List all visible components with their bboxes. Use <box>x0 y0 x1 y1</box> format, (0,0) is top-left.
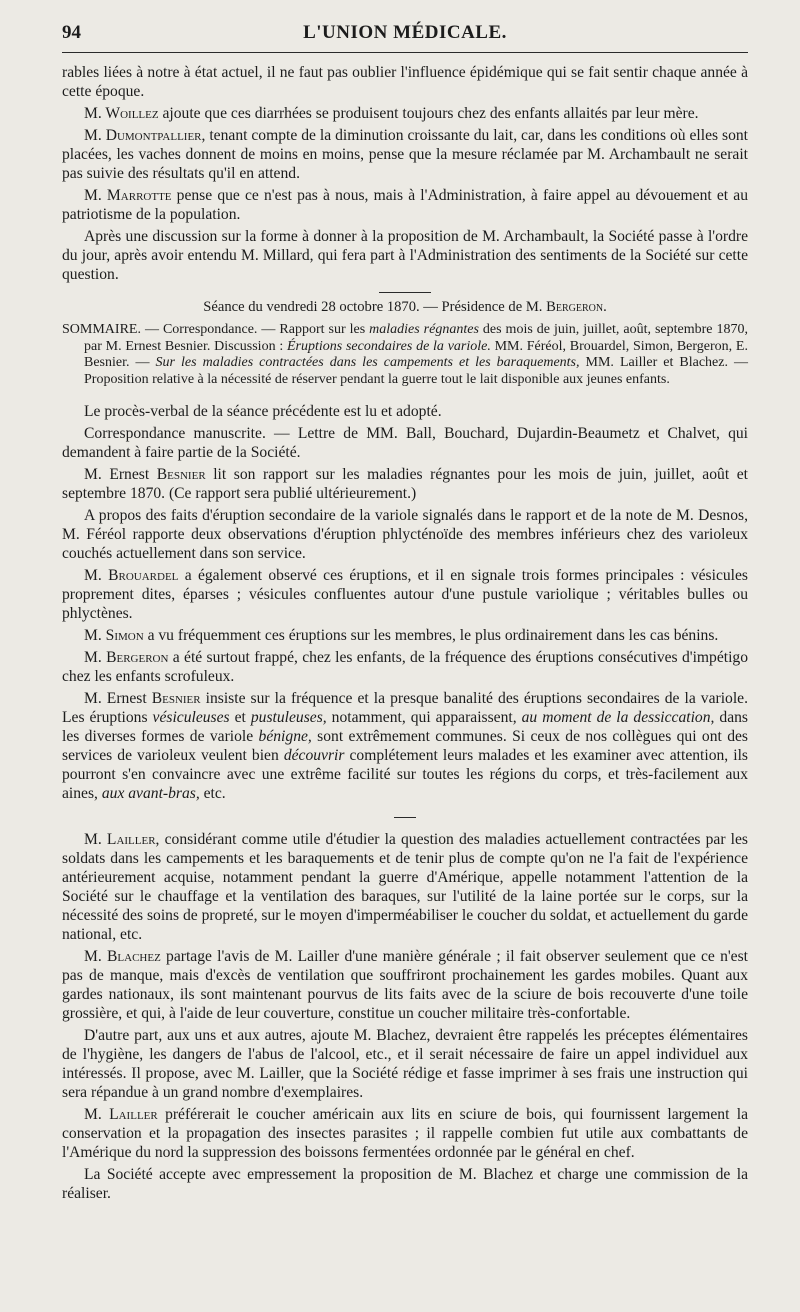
paragraph: M. Lailler préférerait le coucher américain aux lits en sciure de bois, qui fournissent largement la conservation et la propagation des insectes parasites ; il rappelle combien fut utile aux combattants de l'Amérique du nord la suppression des boissons fermentées ordonnée par le général en chef. <box>62 1106 749 1162</box>
section-divider <box>379 292 431 293</box>
speaker-name: M. Woillez <box>84 105 159 122</box>
speaker-name: M. Dumontpallier <box>84 127 202 144</box>
speaker-name: M. Lailler <box>84 831 156 849</box>
paragraph: M. Bergeron a été surtout frappé, chez les enfants, de la fréquence des éruptions consécutives d'impétigo chez les enfants scrofuleux. <box>62 649 749 686</box>
speaker-name: M. Bergeron <box>84 649 169 667</box>
paragraph: M. Lailler, considérant comme utile d'étudier la question des maladies actuellement contractées par les soldats dans les campements et les baraquements et de tenir plus de compte qu'on ne l'a fait de l'expérience antérieurement acquise, notamment pendant la guerre d'Amérique, appelle notamment l'attention de la Société sur le chauffage et la ventilation des baraques, sur l'utilité de la laine portée sur le corps, sur la nécessité des soins de propreté, sur le moyen d'imperméabiliser le coucher du soldat, et actuellement du garde national, etc. <box>62 831 748 944</box>
paragraph: La Société accepte avec empressement la proposition de M. Blachez et charge une commission de la réaliser. <box>62 1166 748 1203</box>
paragraph: Correspondance manuscrite. — Lettre de MM. Ball, Bouchard, Dujardin-Beaumetz et Chalvet, qui demandent à faire partie de la Société. <box>62 425 748 462</box>
paragraph: D'autre part, aux uns et aux autres, ajoute M. Blachez, devraient être rappelés les préceptes élémentaires de l'hygiène, les dangers de l'abus de l'alcool, etc., et il serait nécessaire de faire un appel individuel aux intéressés. Il propose, avec M. Lailler, que la Société rédige et fasse imprimer à ses frais une instruction qui sera répandue à un grand nombre d'exemplaires. <box>62 1027 748 1102</box>
section-divider <box>394 817 416 818</box>
speaker-name: M. Brouardel <box>84 567 179 585</box>
page-number: 94 <box>62 22 81 43</box>
paragraph: M. Blachez partage l'avis de M. Lailler d'une manière générale ; il fait observer seulement que ce n'est pas de manque, mais d'excès de ventilation que souffriront prochainement les gardes mobiles. Quant aux gardes nationaux, ils sont maintenant pourvus de lits faits avec de la sciure de bois recouverte d'une toile grossière, et qui, à l'aide de leur couverture, constitue un coucher militaire très-confortable. <box>62 948 748 1023</box>
speaker-name: M. Marrotte <box>84 187 172 204</box>
speaker-name: M. Blachez <box>84 948 161 966</box>
paragraph: M. Ernest Besnier insiste sur la fréquence et la presque banalité des éruptions secondaires de la variole. Les éruptions vésiculeuses et pustuleuses, notamment, qui apparaissent, au moment de la dessiccation, dans les diverses formes de variole bénigne, sont extrêmement communes. Si ceux de nos collègues qui ont des services de varioleux veulent bien découvrir complétement leurs malades et les examiner avec attention, ils pourront s'en convaincre avec une extrême facilité sur toutes les régions du corps, et très-facilement aux aines, aux avant-bras, etc. <box>62 690 748 803</box>
page-header <box>62 22 748 53</box>
paragraph: M. Brouardel a également observé ces éruptions, et il en signale trois formes principales : vésicules proprement dites, éparses ; vésicules confluentes autour d'une pustule variolique ; véritables bulles ou phlyctènes. <box>62 567 749 623</box>
speaker-name: Besnier <box>156 466 206 484</box>
summary-label: SOMMAIRE. <box>62 322 141 337</box>
paragraph: M. Woillez ajoute que ces diarrhées se produisent toujours chez des enfants allaités par leur mère. <box>84 105 699 122</box>
session-heading: Séance du vendredi 28 octobre 1870. — Présidence de M. Bergeron. <box>203 299 607 315</box>
paragraph: Le procès-verbal de la séance précédente est lu et adopté. <box>84 403 442 421</box>
paragraph: Après une discussion sur la forme à donner à la proposition de M. Archambault, la Société passe à l'ordre du jour, après avoir entendu M. Millard, qui fera part à l'Administration des sentiments de la Société sur cette question. <box>62 228 748 283</box>
paragraph: M. Ernest Besnier lit son rapport sur les maladies régnantes pour les mois de juin, juillet, août et septembre 1870. (Ce rapport sera publié ultérieurement.) <box>62 466 748 503</box>
speaker-name: M. Lailler <box>84 1106 158 1124</box>
session-summary: SOMMAIRE. — Correspondance. — Rapport sur les maladies régnantes des mois de juin, juillet, août, septembre 1870, par M. Ernest Besnier. Discussion : Éruptions secondaires de la variole. MM. Féréol, Brouardel, Simon, Bergeron, E. Besnier. — Sur les maladies contractées dans les campements et les baraquements, MM. Lailler et Blachez. — Proposition relative à la nécessité de réserver pendant la guerre tout le lait disponible aux jeunes enfants. <box>62 322 749 387</box>
paragraph: M. Marrotte pense que ce n'est pas à nous, mais à l'Administration, à faire appel au dévouement et au patriotisme de la population. <box>62 187 748 223</box>
speaker-name: M. Simon <box>84 627 144 645</box>
paragraph: M. Dumontpallier, tenant compte de la diminution croissante du lait, car, dans les conditions où elles sont placées, les vaches donnent de moins en moins, pense que la mesure réclamée par M. Archambault ne serait pas suivie des résultats qu'il en attend. <box>62 127 749 182</box>
speaker-name: Besnier <box>151 690 201 708</box>
paragraph: M. Simon a vu fréquemment ces éruptions sur les membres, le plus ordinairement dans les cas bénins. <box>84 627 719 645</box>
paragraph: rables liées à notre à état actuel, il ne faut pas oublier l'influence épidémique qui se fait sentir chaque année à cette époque. <box>62 64 748 100</box>
running-title: L'UNION MÉDICALE. <box>303 22 507 43</box>
paragraph: A propos des faits d'éruption secondaire de la variole signalés dans le rapport et de la note de M. Desnos, M. Féréol rapporte deux observations d'éruption phlycténoïde des membres inférieurs chez des varioleux couchés actuellement dans son service. <box>62 507 748 563</box>
